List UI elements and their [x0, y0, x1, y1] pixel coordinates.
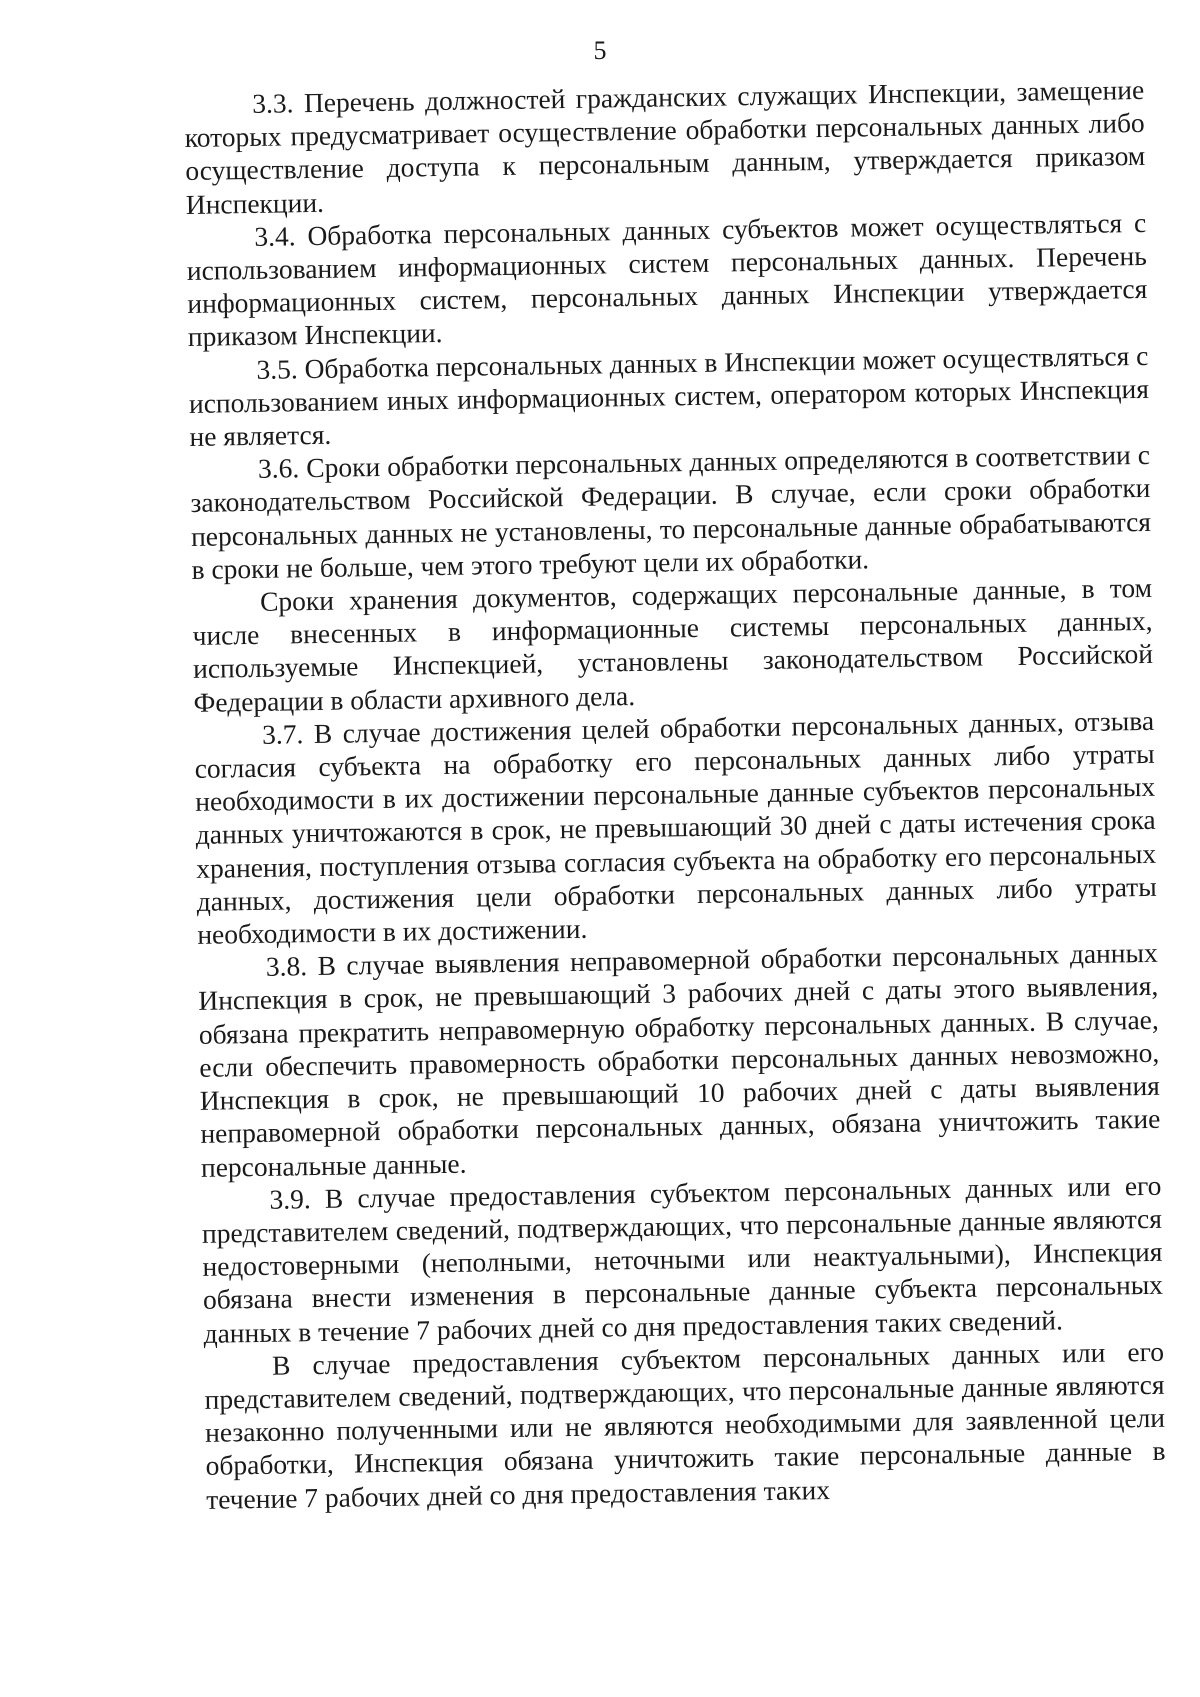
paragraph-3-6-storage: Сроки хранения документов, содержащих персональные данные, в том числе внесенных в информационные системы персональных данных, используемые Инспекцией, установлены законодательством Российской Федерации в области архивного дела.	[192, 571, 1154, 718]
paragraph-3-8: 3.8. В случае выявления неправомерной обработки персональных данных Инспекция в срок, не превышающий 3 рабочих дней с даты этого выявления, обязана прекратить неправомерную обработку персональных данных. В случае, если обеспечить правомерность обработки персональных данных невозможно, Инспекция в срок, не превышающий 10 рабочих дней с даты выявления неправомерной обработки персональных данных, обязана уничтожить такие персональные данные.	[198, 937, 1161, 1183]
paragraph-3-9-continuation: В случае предоставления субъектом персональных данных или его представителем сведений, подтверждающих, что персональные данные являются незаконно полученными или не являются необходимыми для заявленной цели обработки, Инспекция обязана уничтожить такие персональные данные в течение 7 рабочих дней со дня предоставления таких	[204, 1335, 1166, 1515]
paragraph-3-5: 3.5. Обработка персональных данных в Инспекции может осуществляться с использованием иных информационных систем, оператором которых Инспекция не является.	[188, 339, 1150, 452]
paragraph-3-4: 3.4. Обработка персональных данных субъектов может осуществляться с использованием информационных систем персональных данных. Перечень информационных систем, персональных данных Инспекции утверждается приказом Инспекции.	[186, 206, 1148, 353]
paragraph-3-7: 3.7. В случае достижения целей обработки персональных данных, отзыва согласия субъекта на обработку его персональных данных либо утраты необходимости в их достижении персональные данные субъектов персональных данных уничтожаются в срок, не превышающий 30 дней с даты истечения срока хранения, поступления отзыва согласия субъекта на обработку его персональных данных, достижения цели обработки персональных данных либо утраты необходимости в их достижении.	[194, 704, 1157, 950]
paragraph-3-9: 3.9. В случае предоставления субъектом персональных данных или его представителем сведений, подтверждающих, что персональные данные являются недостоверными (неполными, неточными или неактуальными), Инспекция обязана внести изменения в персональные данные субъекта персональных данных в течение 7 рабочих дней со дня предоставления таких сведений.	[201, 1169, 1164, 1349]
page-number: 5	[593, 36, 607, 65]
document-body	[184, 73, 1166, 1516]
paragraph-3-6: 3.6. Сроки обработки персональных данных определяются в соответствии с законодательством Российской Федерации. В случае, если сроки обработки персональных данных не установлены, то персональные данные обрабатываются в сроки не больше, чем этого требуют цели их обработки.	[190, 439, 1152, 585]
paragraph-3-3: 3.3. Перечень должностей гражданских служащих Инспекции, замещение которых предусматривает осуществление обработки персональных данных либо осуществление доступа к персональным данным, утверждается приказом Инспекции.	[184, 73, 1146, 220]
